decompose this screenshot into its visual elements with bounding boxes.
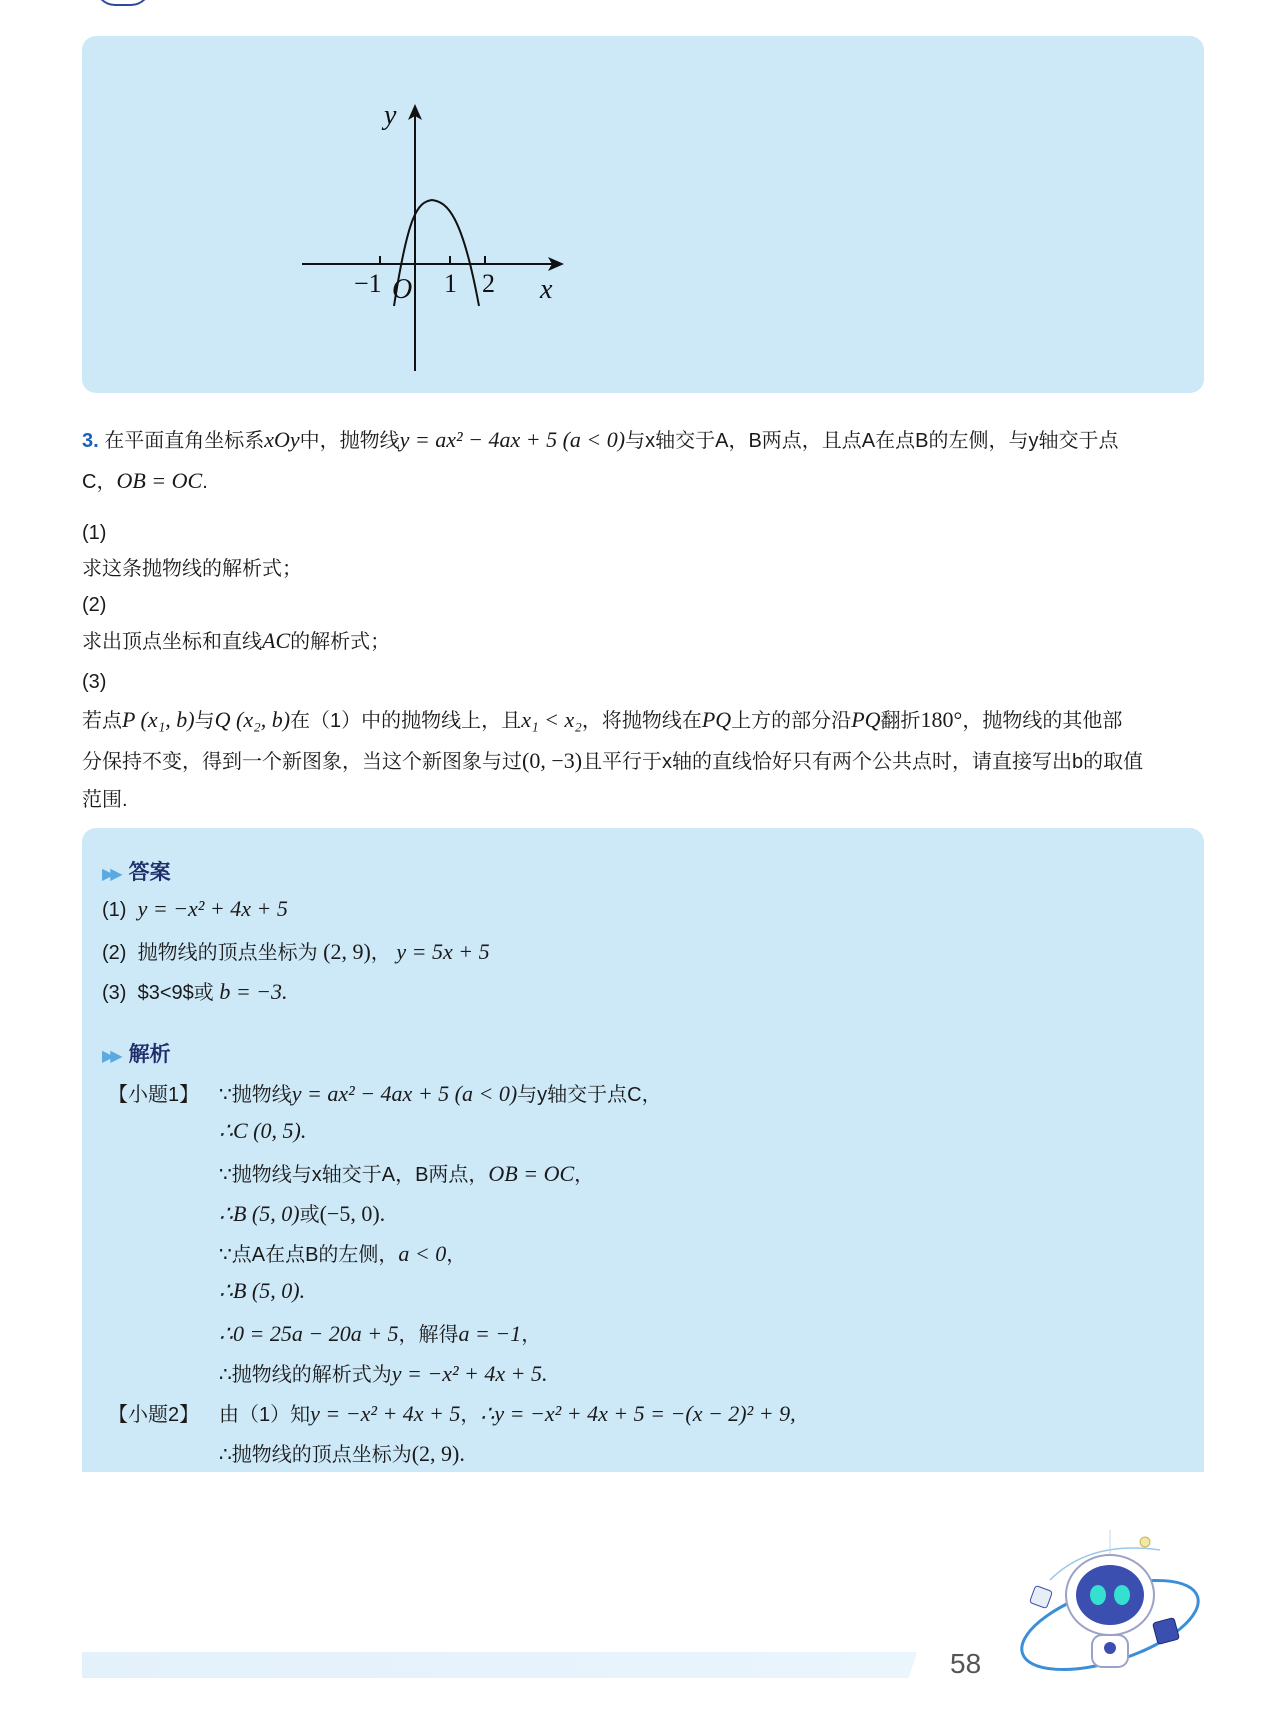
s-text: 由（1）知 xyxy=(219,1404,311,1426)
p-text: ，抛物线的其他部 xyxy=(962,710,1123,732)
p-math: AC xyxy=(262,628,291,653)
s-text: 与y轴交于点C， xyxy=(517,1084,662,1106)
s-text: ，解得 xyxy=(398,1324,459,1346)
q-math: xOy xyxy=(264,427,300,452)
solution-line-9 xyxy=(219,1398,796,1427)
a-text: ， xyxy=(370,942,391,964)
x-axis-label: x xyxy=(540,274,553,305)
tick-label-1: 1 xyxy=(444,269,457,298)
p-text: 若点 xyxy=(82,710,122,732)
chevron-double-icon: ▶▶ xyxy=(102,1048,119,1065)
s-text: ∵点A在点B的左侧， xyxy=(219,1244,399,1266)
page-number: 58 xyxy=(950,1648,982,1679)
q-text: 在平面直角坐标系 xyxy=(104,430,265,452)
question-number: 3. xyxy=(82,430,99,452)
p-text: 分保持不变，得到一个新图象，当这个新图象与过 xyxy=(82,751,522,773)
origin-label: O xyxy=(392,274,413,305)
a-math: (2, 9) xyxy=(323,939,371,964)
a-math: b = −3. xyxy=(219,979,288,1004)
a-raw: $3<9$ xyxy=(137,982,194,1004)
s-text: ， xyxy=(521,1324,542,1346)
top-decoration xyxy=(95,0,151,6)
s-text: ， xyxy=(574,1164,595,1186)
s-math: ∴B (5, 0) xyxy=(219,1201,300,1226)
q-text: C， xyxy=(82,471,117,493)
a-text: 或 xyxy=(193,982,214,1004)
part-3-label: (3) xyxy=(82,671,107,693)
solution-line-1 xyxy=(219,1078,662,1107)
s-math: ∴0 = 25a − 20a + 5 xyxy=(219,1321,399,1346)
question-text xyxy=(82,420,1192,502)
robot-mascot-icon xyxy=(1010,1520,1210,1680)
part-3-line-3: 范围. xyxy=(82,789,128,811)
figure-panel xyxy=(82,36,1204,393)
p-math: PQ xyxy=(701,707,732,732)
q-math: OB = OC xyxy=(116,468,203,493)
p-math: P (x₁, b) xyxy=(122,707,195,732)
p-math: (0, −3) xyxy=(522,748,583,773)
solution-line-3 xyxy=(219,1158,594,1187)
s-math: y = ax² − 4ax + 5 (a < 0) xyxy=(291,1081,518,1106)
answer-3 xyxy=(102,976,288,1005)
part-3-line-2 xyxy=(82,741,1192,782)
y-axis-label: y xyxy=(384,100,397,131)
a-label: (1) xyxy=(102,899,127,921)
solution-line-6 xyxy=(219,1278,305,1304)
p-math: Q (x₂, b) xyxy=(214,707,291,732)
a-text: 抛物线的顶点坐标为 xyxy=(137,942,318,964)
answer-1 xyxy=(102,896,288,922)
solution-line-2 xyxy=(219,1118,306,1144)
s-text: 或 xyxy=(299,1204,320,1226)
parabola-graph xyxy=(292,96,572,386)
s-text: ∵抛物线与x轴交于A，B两点， xyxy=(219,1164,489,1186)
question-line-2 xyxy=(82,461,1192,502)
p-math: PQ xyxy=(851,707,881,732)
footer-bar xyxy=(82,1652,917,1678)
q-text: 与x轴交于A，B两点，且点A在点B的左侧，与y轴交于点 xyxy=(625,430,1119,452)
chevron-double-icon: ▶▶ xyxy=(102,866,119,883)
s-math: y = −x² + 4x + 5. xyxy=(391,1361,548,1386)
tick-label-2: 2 xyxy=(482,269,495,298)
p-text: 的解析式； xyxy=(290,631,391,653)
a-math: y = −x² + 4x + 5 xyxy=(137,896,288,921)
p-math: x₁ < x₂ xyxy=(521,707,582,732)
s-math: ∴C (0, 5). xyxy=(219,1118,307,1143)
s-math: ∴y = −x² + 4x + 5 = −(x − 2)² + 9, xyxy=(480,1401,796,1426)
subquestion-1-tag: 【小题1】 xyxy=(108,1084,200,1106)
s-math: OB = OC xyxy=(488,1161,575,1186)
a-math: y = 5x + 5 xyxy=(396,939,490,964)
p-text: 求出顶点坐标和直线 xyxy=(82,631,262,653)
p-text: 上方的部分沿 xyxy=(731,710,852,732)
question-line-1 xyxy=(82,420,1192,461)
solution-line-10 xyxy=(219,1438,465,1467)
solution-line-7 xyxy=(219,1318,541,1347)
p-text: 翻折 xyxy=(880,710,921,732)
s-math: a = −1 xyxy=(458,1321,522,1346)
part-2-label: (2) xyxy=(82,594,107,616)
solution-line-4 xyxy=(219,1198,385,1227)
q-math: y = ax² − 4ax + 5 (a < 0) xyxy=(399,427,626,452)
s-text: ∴抛物线的解析式为 xyxy=(219,1364,392,1386)
s-text: ∴抛物线的顶点坐标为 xyxy=(219,1444,412,1466)
s-math: ∴B (5, 0). xyxy=(219,1278,306,1303)
answer-panel xyxy=(82,828,1204,1472)
a-label: (3) xyxy=(102,982,127,1004)
part-3-line-1 xyxy=(82,700,1192,741)
s-math: (−5, 0). xyxy=(319,1201,386,1226)
part-2-text xyxy=(82,623,1192,660)
analysis-title: 解析 xyxy=(128,1043,171,1066)
question-parts xyxy=(82,515,1192,818)
q-text: . xyxy=(202,471,208,493)
analysis-heading xyxy=(102,1038,171,1068)
s-math: y = −x² + 4x + 5 xyxy=(310,1401,461,1426)
p-math: 180° xyxy=(920,707,963,732)
p-text: 与 xyxy=(194,710,215,732)
a-label: (2) xyxy=(102,942,127,964)
s-math: (2, 9). xyxy=(411,1441,465,1466)
subquestion-2-tag: 【小题2】 xyxy=(108,1404,200,1426)
s-text: ∵抛物线 xyxy=(219,1084,292,1106)
answer-2 xyxy=(102,936,490,965)
s-text: ， xyxy=(446,1244,467,1266)
tick-label-neg1: −1 xyxy=(354,269,382,298)
p-text: 在（1）中的抛物线上，且 xyxy=(290,710,522,732)
solution-line-8 xyxy=(219,1358,548,1387)
solution-line-5 xyxy=(219,1238,466,1267)
q-text: 中，抛物线 xyxy=(299,430,400,452)
p-text: 且平行于x轴的直线恰好只有两个公共点时，请直接写出b的取值 xyxy=(582,751,1144,773)
s-text: ， xyxy=(460,1404,481,1426)
part-1-label: (1) xyxy=(82,522,107,544)
s-math: a < 0 xyxy=(398,1241,447,1266)
answer-heading xyxy=(102,856,171,886)
p-text: ，将抛物线在 xyxy=(581,710,702,732)
part-1-text: 求这条抛物线的解析式； xyxy=(82,558,302,580)
answer-title: 答案 xyxy=(128,861,171,884)
